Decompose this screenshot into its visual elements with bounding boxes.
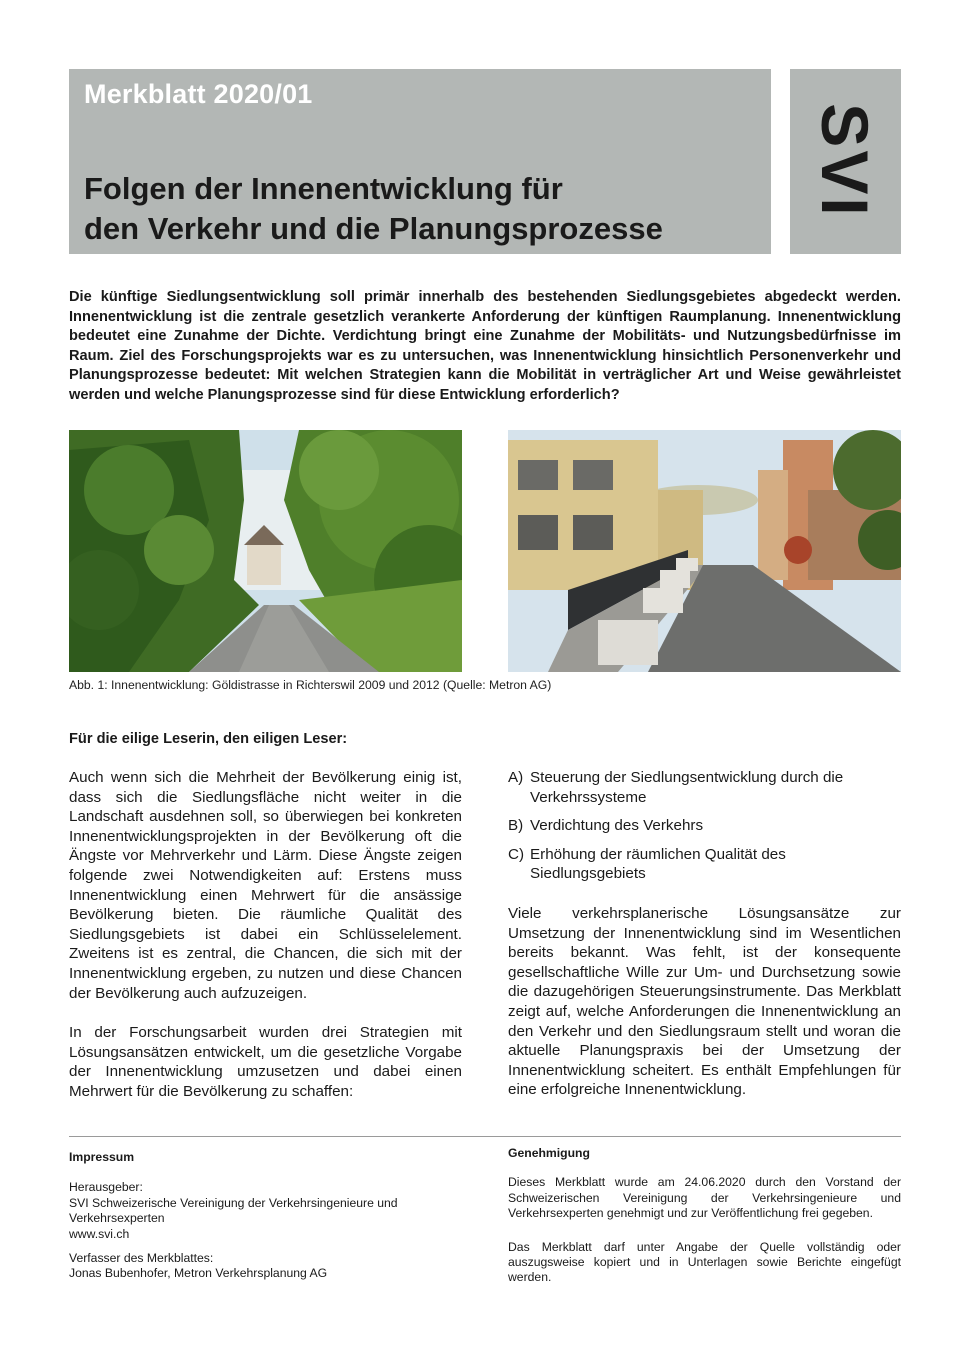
quick-read-paragraph-3: Viele verkehrsplanerische Lösungsansätze zur Umsetzung der Innenentwicklung sind im Wesentlichen bereits bekannt. Was fehlt, ist der konsequente gesellschaftliche Wille zur Um- und Durchsetzung sowie die dazugehörigen Steuerungsinstrumente. Das Merkblatt zeigt auf, welche Anforderungen die Innenentwicklung an den Verkehr und den Siedlungsraum stellt und woran die aktuelle Planungspraxis bei der Umsetzung der Innenentwicklung scheitert. Es enthält Empfehlungen für eine erfolgreiche Innenentwicklung. bbox=[508, 904, 901, 1099]
title-line-1: Folgen der Innenentwicklung für bbox=[84, 171, 563, 206]
publisher-website: www.svi.ch bbox=[69, 1226, 130, 1241]
author-name: Jonas Bubenhofer, Metron Verkehrsplanung AG bbox=[69, 1266, 328, 1281]
photo-goeldistrasse-2009 bbox=[69, 430, 462, 672]
strategy-item-a bbox=[508, 768, 901, 807]
copy-permission-text: Das Merkblatt darf unter Angabe der Quelle vollständig oder auszugsweise kopiert und in Unterlagen sowie Berichte eingefügt werden. bbox=[508, 1239, 901, 1285]
impressum-heading: Impressum bbox=[69, 1150, 135, 1164]
quick-read-heading: Für die eilige Leserin, den eiligen Leser: bbox=[69, 731, 348, 747]
strategy-item-c bbox=[508, 845, 901, 884]
impressum-section bbox=[69, 1150, 449, 1282]
document-title bbox=[84, 169, 663, 249]
photo-goeldistrasse-2012 bbox=[508, 430, 901, 672]
quick-read-paragraph-2: In der Forschungsarbeit wurden drei Strategien mit Lösungsansätzen entwickelt, um die gesetzliche Vorgabe der Innenentwicklung umzusetzen und dabei einen Mehrwert für die Bevölkerung zu schaffen: bbox=[69, 1024, 462, 1100]
author-label: Verfasser des Merkblattes: bbox=[69, 1251, 214, 1266]
intro-paragraph: Die künftige Siedlungsentwicklung soll primär innerhalb des bestehenden Siedlungsgebietes abgedeckt werden. Innenentwicklung ist die zentrale gesetzlich verankerte Anforderung der künftigen Raumplanung. Innenentwicklung bedeutet eine Zunahme der Dichte. Verdichtung bringt eine Zunahme der Mobilitäts- und Nutzungsbedürfnisse im Raum. Ziel des Forschungsprojekts war es zu untersuchen, was Innenentwicklung hinsichtlich Personenverkehr und Planungsprozesse bedeutet: Mit welchen Strategien kann die Mobilität in verträglicher Art und Weise gewährleistet werden und welche Planungsprozesse sind für diese Entwicklung erforderlich? bbox=[69, 289, 901, 403]
strategy-text: Steuerung der Siedlungsentwicklung durch die Verkehrssysteme bbox=[530, 769, 844, 806]
author-block bbox=[69, 1251, 449, 1282]
header-banner bbox=[69, 69, 771, 254]
svi-logo: SVI bbox=[808, 103, 882, 219]
strategy-letter: B) bbox=[508, 817, 524, 835]
approval-section bbox=[508, 1146, 901, 1286]
quick-read-paragraph-1: Auch wenn sich die Mehrheit der Bevölkerung einig ist, dass sich die Siedlungsfläche nicht weiter in die Landschaft ausdehnen soll, so überwiegen bei konkreten Innenentwicklungsprojekten in der Bevölkerung oft die Ängste vor Mehrverkehr und Lärm. Diese Ängste zeigen folgende zwei Notwendigkeiten auf: Erstens muss Innenentwicklung einen Mehrwert für die ansässige Bevölkerung bieten. Die räumliche Qualität des Siedlungsgebiets ist dabei ein Schlüsselelement. Zweitens ist es zentral, die Chancen, die sich mit der Innenentwicklung ergeben, zu nutzen und diese Chancen der Bevölkerung auch aufzuzeigen. bbox=[69, 769, 462, 1002]
strategy-text: Verdichtung des Verkehrs bbox=[530, 817, 704, 835]
figure-caption: Abb. 1: Innenentwicklung: Göldistrasse in Richterswil 2009 und 2012 (Quelle: Metron AG) bbox=[69, 678, 552, 692]
svi-logo-box bbox=[790, 69, 901, 254]
title-line-2: den Verkehr und die Planungsprozesse bbox=[84, 211, 663, 246]
quick-read-left-column bbox=[69, 768, 462, 1102]
strategy-letter: C) bbox=[508, 845, 525, 863]
publisher-block bbox=[69, 1180, 449, 1242]
footer-divider bbox=[69, 1136, 901, 1137]
approval-text: Dieses Merkblatt wurde am 24.06.2020 durch den Vorstand der Schweizerischen Vereinigung der Verkehrsingenieure und Verkehrsexperten genehmigt und zur Veröffentlichung frei gegeben. bbox=[508, 1175, 901, 1221]
strategy-text: Erhöhung der räumlichen Qualität des Siedlungsgebiets bbox=[530, 845, 786, 883]
strategy-item-b bbox=[508, 816, 901, 836]
strategy-letter: A) bbox=[508, 769, 524, 786]
quick-read-right-column bbox=[508, 768, 901, 1100]
approval-heading: Genehmigung bbox=[508, 1146, 590, 1160]
publisher-name: SVI Schweizerische Vereinigung der Verkehrsingenieure und Verkehrsexperten bbox=[69, 1195, 398, 1226]
document-number: Merkblatt 2020/01 bbox=[84, 79, 313, 109]
publisher-label: Herausgeber: bbox=[69, 1180, 143, 1195]
